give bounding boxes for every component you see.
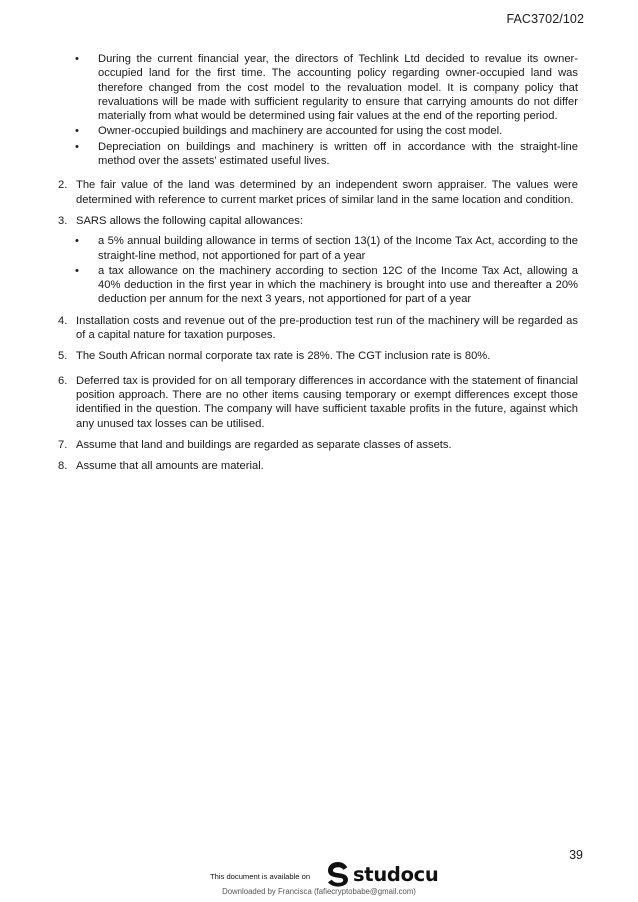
note-number: 4. (58, 314, 68, 327)
note-number: 5. (58, 350, 68, 363)
note-number: 6. (58, 374, 68, 387)
note-item (58, 314, 578, 343)
studocu-logo-icon (326, 860, 350, 888)
note-number: 2. (58, 179, 68, 192)
note-number: 8. (58, 460, 68, 473)
list-item: • a tax allowance on the machinery according to section 12C of the Income Tax Act, allowing a 40% deduction in the first year in which the machinery is brought into use and thereafter a 20% deduction per annum for the next 3 years, not apportioned for part of a year (75, 264, 578, 306)
capital-allowance-list (58, 234, 578, 306)
list-item: • Owner-occupied buildings and machinery are accounted for using the cost model. (75, 125, 503, 138)
note-number: 3. (58, 214, 68, 227)
bullet-icon: • (75, 53, 79, 65)
note-item (58, 214, 578, 307)
note-item (58, 178, 578, 207)
list-item: • Depreciation on buildings and machinery is written off in accordance with the straight-line method over the assets’ estimated useful lives. (75, 140, 578, 168)
studocu-logo-text: studocu (353, 862, 439, 886)
course-code: FAC3702/102 (506, 12, 584, 26)
note-item (58, 438, 578, 452)
bullet-icon: • (75, 235, 79, 248)
note-number: 7. (58, 438, 68, 451)
policy-bullet-list (58, 52, 578, 168)
page-number: 39 (569, 848, 583, 862)
note-text: The fair value of the land was determined by an independent sworn appraiser. The values were determined with reference to current market prices of similar land in the same location and condition. (76, 179, 578, 206)
bullet-icon: • (75, 140, 79, 153)
note-text: Assume that all amounts are material. (76, 460, 264, 473)
download-notice: Downloaded by Francisca (fafiecryptobabe@gmail.com) (222, 887, 416, 896)
list-item: • During the current financial year, the directors of Techlink Ltd decided to revalue its owner-occupied land for the first time. The accounting policy regarding owner-occupied land was therefore changed from the cost model to the revaluation model. It is company policy that revaluations will be made with sufficient regularity to ensure that carrying amounts do not differ materially from what would be determined using fair values at the end of the reporting period. (75, 53, 578, 123)
bullet-icon: • (75, 264, 79, 277)
document-body (58, 52, 578, 480)
note-text: SARS allows the following capital allowances: (76, 214, 303, 227)
studocu-logo[interactable] (326, 859, 439, 889)
note-text: Assume that land and buildings are regarded as separate classes of assets. (76, 438, 452, 451)
availability-note: This document is available on (210, 872, 311, 881)
note-item (58, 374, 578, 431)
note-text: Deferred tax is provided for on all temporary differences in accordance with the statement of financial position approach. There are no other items causing temporary or exempt differences except those identified in the question. The company will have sufficient taxable profits in the future, against which any unused tax losses can be utilised. (76, 374, 578, 430)
note-text: The South African normal corporate tax rate is 28%. The CGT inclusion rate is 80%. (76, 350, 491, 363)
studocu-footer (0, 856, 638, 902)
note-item (58, 459, 578, 473)
bullet-icon: • (75, 125, 79, 138)
list-item: • a 5% annual building allowance in terms of section 13(1) of the Income Tax Act, according to the straight-line method, not apportioned for part of a year (75, 235, 578, 262)
numbered-notes (58, 178, 578, 473)
note-text: Installation costs and revenue out of the pre-production test run of the machinery will be regarded as of a capital nature for taxation purposes. (76, 314, 578, 342)
note-item (58, 349, 578, 363)
